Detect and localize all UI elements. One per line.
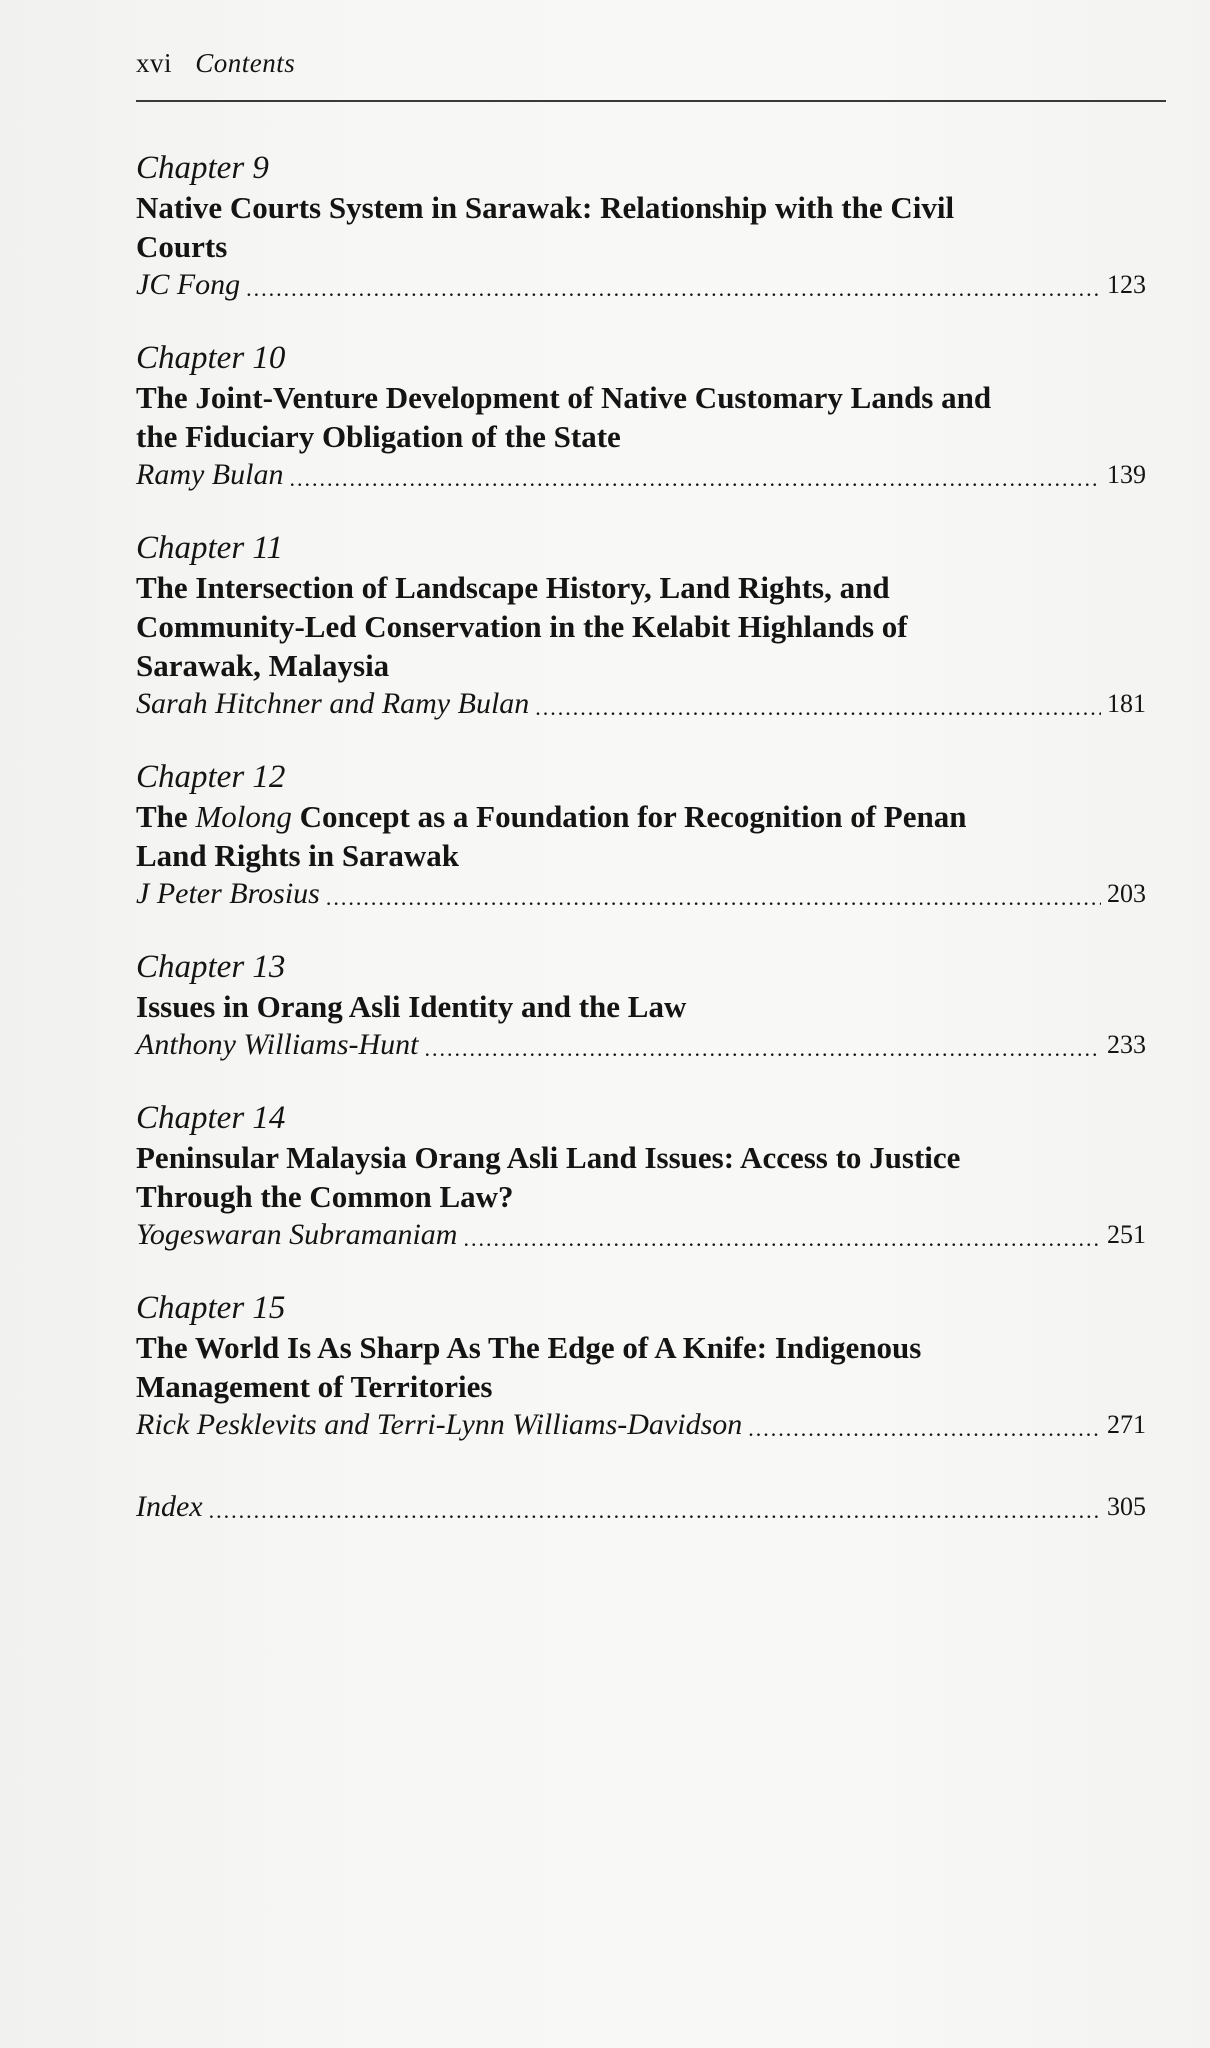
- chapter-title-start: The: [136, 799, 196, 834]
- page-number: 305: [1107, 1492, 1146, 1521]
- author-line: [136, 456, 1146, 494]
- index-line: [136, 1488, 1146, 1526]
- dot-leader: [246, 274, 1101, 304]
- chapter-author: Anthony Williams-Hunt: [136, 1028, 419, 1061]
- table-of-contents: [136, 148, 1146, 1560]
- toc-entry-chapter-13[interactable]: [136, 947, 1146, 1064]
- chapter-author: JC Fong: [136, 268, 241, 301]
- toc-entry-chapter-14[interactable]: [136, 1098, 1146, 1254]
- author-line: [136, 1406, 1146, 1444]
- chapter-author: Ramy Bulan: [136, 458, 284, 491]
- author-line: [136, 1216, 1146, 1254]
- chapter-author: Yogeswaran Subramaniam: [136, 1218, 458, 1251]
- chapter-title-italic-term: Molong: [195, 799, 292, 834]
- chapter-label: Chapter 9: [136, 150, 269, 186]
- chapter-title: Peninsular Malaysia Orang Asli Land Issues: Access to Justice Through the Common Law?: [136, 1140, 961, 1214]
- index-label: Index: [136, 1490, 203, 1523]
- chapter-label: Chapter 11: [136, 530, 283, 566]
- toc-entry-chapter-9[interactable]: [136, 148, 1146, 304]
- chapter-label: Chapter 14: [136, 1100, 286, 1136]
- chapter-title: The World Is As Sharp As The Edge of A Knife: Indigenous Management of Territories: [136, 1330, 922, 1404]
- page-number: 203: [1107, 879, 1146, 908]
- author-line: [136, 875, 1146, 913]
- dot-leader: [748, 1414, 1101, 1444]
- chapter-label: Chapter 12: [136, 759, 286, 795]
- chapter-author: Sarah Hitchner and Ramy Bulan: [136, 687, 530, 720]
- dot-leader: [424, 1034, 1101, 1064]
- running-head: [136, 48, 295, 79]
- toc-entry-chapter-10[interactable]: [136, 338, 1146, 494]
- toc-entry-index[interactable]: [136, 1488, 1146, 1526]
- chapter-label: Chapter 15: [136, 1290, 286, 1326]
- dot-leader: [463, 1224, 1101, 1254]
- toc-entry-chapter-11[interactable]: [136, 528, 1146, 723]
- chapter-author: Rick Pesklevits and Terri-Lynn Williams-Davidson: [136, 1408, 743, 1441]
- running-head-title: Contents: [195, 48, 296, 78]
- chapter-title-end: Concept as a Foundation for Recognition of Penan Land Rights in Sarawak: [136, 799, 967, 873]
- page-number: 123: [1107, 270, 1146, 299]
- header-rule: [136, 100, 1166, 102]
- page-number: 233: [1107, 1030, 1146, 1059]
- chapter-title: [136, 797, 1036, 875]
- dot-leader: [209, 1496, 1101, 1526]
- chapter-title: The Joint-Venture Development of Native Customary Lands and the Fiduciary Obligation of the State: [136, 380, 992, 454]
- toc-entry-chapter-12[interactable]: [136, 757, 1146, 913]
- chapter-title: Issues in Orang Asli Identity and the Law: [136, 989, 687, 1024]
- dot-leader: [535, 693, 1101, 723]
- dot-leader: [289, 464, 1101, 494]
- chapter-title: Native Courts System in Sarawak: Relationship with the Civil Courts: [136, 190, 955, 264]
- author-line: [136, 1026, 1146, 1064]
- dot-leader: [326, 883, 1101, 913]
- toc-entry-chapter-15[interactable]: [136, 1288, 1146, 1444]
- chapter-label: Chapter 10: [136, 340, 286, 376]
- page-number: 271: [1107, 1410, 1146, 1439]
- page-number: 181: [1107, 689, 1146, 718]
- chapter-title: The Intersection of Landscape History, Land Rights, and Community-Led Conservation in the Kelabit Highlands of Sarawak, Malaysia: [136, 570, 908, 683]
- author-line: [136, 266, 1146, 304]
- page-number: 139: [1107, 460, 1146, 489]
- chapter-author: J Peter Brosius: [136, 877, 320, 910]
- chapter-label: Chapter 13: [136, 949, 286, 985]
- author-line: [136, 685, 1146, 723]
- page-folio: xvi: [136, 48, 173, 78]
- page-number: 251: [1107, 1220, 1146, 1249]
